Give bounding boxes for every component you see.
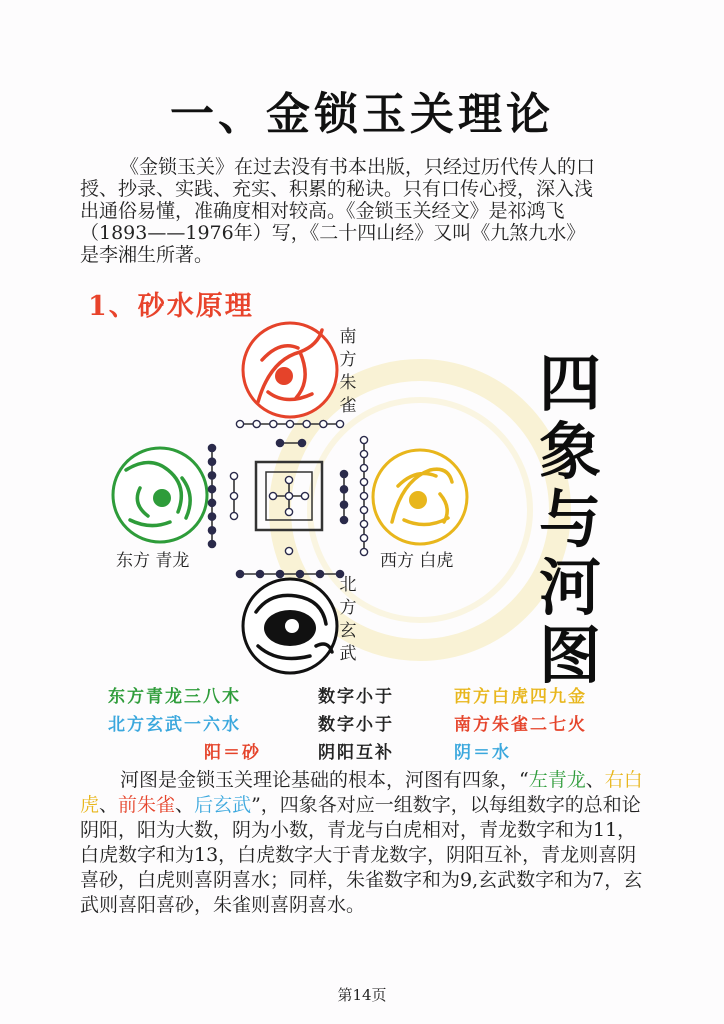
north-black-tortoise-emblem	[243, 579, 337, 673]
body-left-dragon: 左青龙	[528, 769, 586, 791]
legend-less-than-2: 数字小于	[318, 715, 394, 735]
hetu-dot-six	[236, 570, 243, 577]
body-front-bird: 前朱雀	[118, 794, 176, 816]
hetu-dot-nine	[360, 548, 367, 555]
hetu-dot-seven	[303, 420, 310, 427]
body-paragraph	[80, 768, 650, 918]
north-label: 北方玄武	[339, 575, 357, 664]
hetu-dot-six	[276, 570, 283, 577]
hetu-dot-eight	[208, 458, 215, 465]
hetu-dot-seven	[236, 420, 243, 427]
hetu-dot-nine	[360, 436, 367, 443]
south-vermilion-bird-emblem	[243, 323, 337, 417]
body-rest: ”，四象各对应一组数字，以每组数字的总和论阴阳，阳为大数，阴为小数，青龙与白虎相对，青龙数字和为11，白虎数字和为13，白虎数字大于青龙数字，阴阳互补，青龙则喜阴喜砂，白虎则喜阴喜水；同样，朱雀数字和为9,玄武数字和为7，玄武则喜阳喜砂，朱雀则喜阴喜水。	[80, 794, 643, 916]
page-number: 第14页	[337, 986, 387, 1004]
hetu-dot-six	[296, 570, 303, 577]
hetu-dot-eight	[208, 540, 215, 547]
section-heading: 1、砂水原理	[88, 291, 254, 322]
hetu-dot-four	[340, 486, 347, 493]
legend-less-than-1: 数字小于	[318, 687, 394, 707]
hetu-dot-nine	[360, 478, 367, 485]
legend-north-black-tortoise: 北方玄武一六水	[108, 715, 241, 735]
hetu-dot-six	[256, 570, 263, 577]
legend-west-white-tiger: 西方白虎四九金	[454, 687, 587, 707]
west-white-tiger-emblem	[373, 450, 467, 544]
legend-yang-sha: 阳＝砂	[204, 743, 261, 763]
hetu-dot-seven	[253, 420, 260, 427]
hetu-dot-nine	[360, 450, 367, 457]
hetu-dot-eight	[208, 513, 215, 520]
hetu-dot-five	[285, 508, 292, 515]
east-azure-dragon-emblem	[113, 448, 207, 542]
hetu-dot-nine	[360, 492, 367, 499]
hetu-dot-eight	[208, 444, 215, 451]
body-sep-1: 、	[585, 769, 605, 791]
big-title-char-5: 图	[538, 619, 601, 692]
hetu-dot-nine	[360, 534, 367, 541]
big-title-char-3: 与	[538, 483, 601, 556]
hetu-dot-seven	[286, 420, 293, 427]
hetu-dot-three	[230, 512, 237, 519]
hetu-dot-eight	[208, 527, 215, 534]
hetu-dot-five	[285, 476, 292, 483]
hetu-dot-one	[285, 547, 292, 554]
hetu-dot-seven	[336, 420, 343, 427]
body-sep-2: 、	[99, 794, 119, 816]
hetu-dot-nine	[360, 464, 367, 471]
hetu-dot-eight	[208, 472, 215, 479]
west-label: 西方 白虎	[380, 551, 454, 571]
legend-east-green-dragon: 东方青龙三八木	[108, 687, 241, 707]
legend-yin-yang-complement: 阴阳互补	[318, 743, 394, 763]
body-right-tiger: 右白虎	[80, 769, 643, 816]
hetu-dot-four	[340, 516, 347, 523]
four-symbols-hetu-title	[520, 347, 620, 692]
intro-line-5: 是李湘生所著。	[80, 244, 214, 266]
hetu-dot-eight	[208, 486, 215, 493]
hetu-dot-seven	[270, 420, 277, 427]
hetu-dot-four	[340, 470, 347, 477]
intro-line-4: （1893——1976年）写，《二十四山经》又叫《九煞九水》	[80, 222, 586, 244]
hetu-dot-eight	[208, 499, 215, 506]
hetu-dot-two	[276, 439, 283, 446]
body-text	[80, 768, 650, 918]
legend-south-vermilion-bird: 南方朱雀二七火	[454, 715, 587, 735]
hetu-dot-five	[269, 492, 276, 499]
hetu-dot-six	[316, 570, 323, 577]
big-title-char-2: 象	[538, 415, 601, 488]
hetu-dot-nine	[360, 506, 367, 513]
south-label: 南方朱雀	[339, 327, 357, 416]
hetu-dot-two	[298, 439, 305, 446]
body-lead: 河图是金锁玉关理论基础的根本，河图有四象，“	[120, 769, 529, 791]
intro-line-3: 出通俗易懂，准确度相对较高。《金锁玉关经文》是祁鸿飞	[80, 200, 565, 222]
hetu-dot-five	[285, 492, 292, 499]
hetu-dot-three	[230, 492, 237, 499]
hetu-dot-nine	[360, 520, 367, 527]
body-sep-3: 、	[175, 794, 195, 816]
hetu-dot-five	[301, 492, 308, 499]
hetu-dot-three	[230, 472, 237, 479]
hetu-dot-seven	[320, 420, 327, 427]
big-title-char-1: 四	[538, 347, 601, 420]
legend-yin-water: 阴＝水	[454, 743, 511, 763]
body-back-tortoise: 后玄武	[194, 794, 252, 816]
page-title: 一、金锁玉关理论	[170, 89, 554, 140]
intro-line-2: 授、抄录、实践、充实、积累的秘诀。只有口传心授，深入浅	[80, 178, 594, 200]
hetu-dot-four	[340, 501, 347, 508]
big-title-char-4: 河	[538, 551, 601, 624]
east-label: 东方 青龙	[116, 551, 190, 571]
intro-line-1: 《金锁玉关》在过去没有书本出版，只经过历代传人的口	[120, 156, 596, 178]
